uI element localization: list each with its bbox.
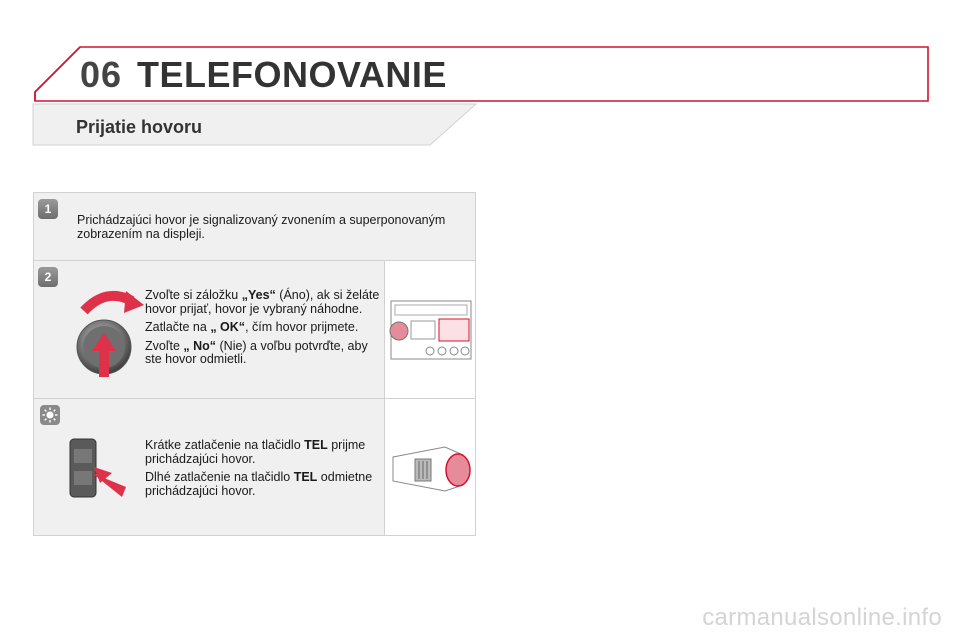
step-number-1-icon: 1 — [38, 199, 58, 219]
step-number-2-icon: 2 — [38, 267, 58, 287]
section-title: Prijatie hovoru — [76, 117, 203, 137]
step-2-text: Zvoľte si záložku „Yes“ (Áno), ak si želáte hovor prijať, hovor je vybraný náhodne. Zatlačte na „ OK“, čím hovor prijmete. Zvoľte „ No“ (Nie) a voľbu potvrďte, aby ste hovor odmietli. — [145, 288, 380, 366]
step-1-panel — [33, 192, 476, 261]
chapter-number: 06 — [80, 54, 123, 95]
press-arrow-icon — [92, 473, 126, 497]
chapter-title: TELEFONOVANIE — [137, 54, 447, 95]
watermark-text: carmanualsonline.info — [702, 604, 942, 631]
step-1-text: Prichádzajúci hovor je signalizovaný zvonením a superponovaným zobrazením na displeji. — [77, 213, 446, 241]
rotate-arrow-icon — [124, 291, 144, 313]
step-2-panel — [33, 260, 476, 399]
step-3-text: Krátke zatlačenie na tlačidlo TEL prijme prichádzajúci hovor. Dlhé zatlačenie na tlačidlo TEL odmietne prichádzajúci hovor. — [145, 438, 373, 498]
steering-switch-icon — [385, 399, 476, 535]
radio-unit-panel — [384, 261, 475, 398]
sun-icon — [40, 405, 60, 425]
steering-switch-panel — [384, 399, 475, 535]
steering-control-icon — [68, 437, 130, 501]
step-3-panel — [33, 398, 476, 536]
radio-unit-icon — [385, 261, 476, 398]
